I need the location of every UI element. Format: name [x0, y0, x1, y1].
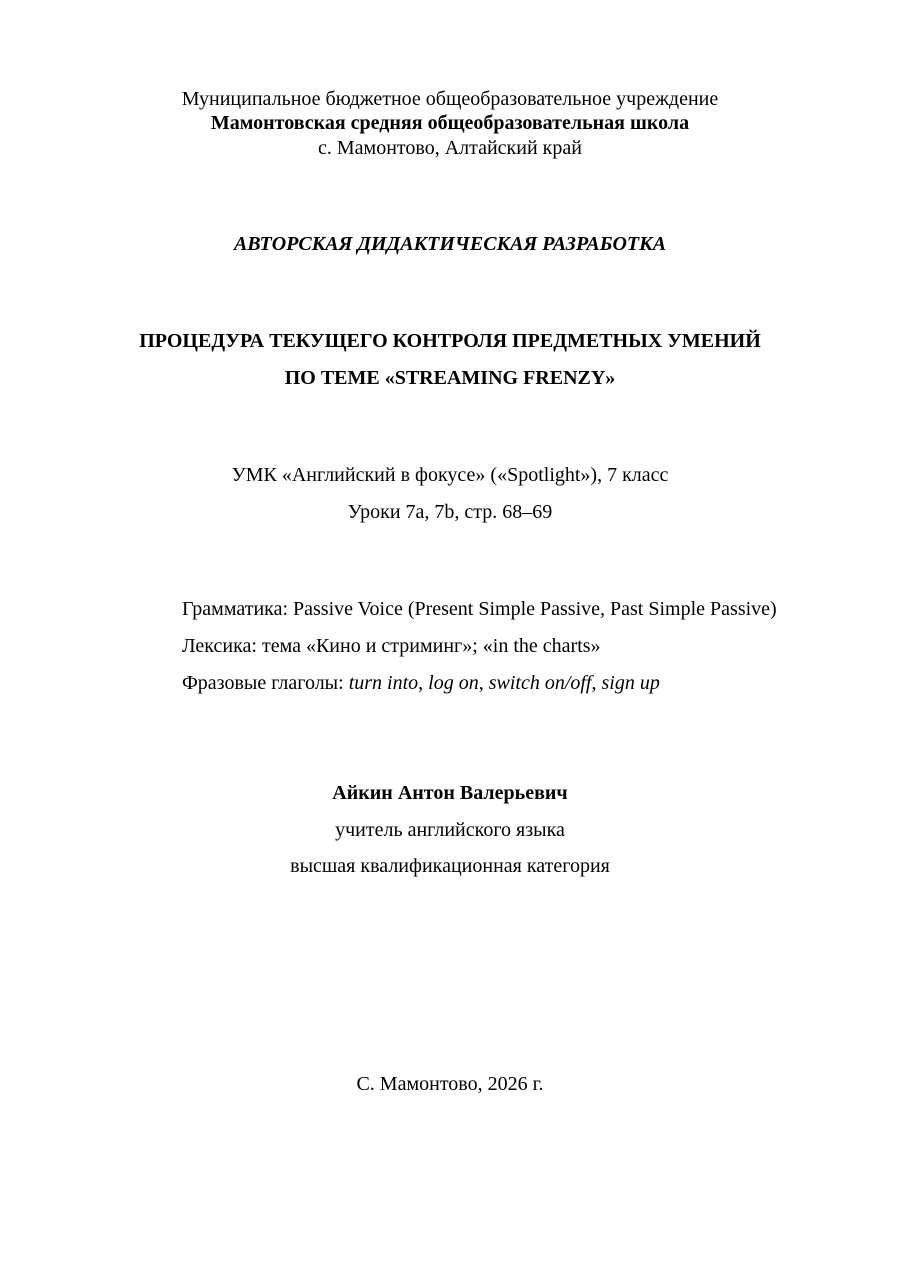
course-info: УМК «Английский в фокусе» («Spotlight»), 7 класс	[231, 464, 669, 486]
separator: ,	[418, 672, 429, 694]
phrasal-verb: log on	[428, 672, 479, 694]
phrasal-verb: switch on/off	[488, 672, 592, 694]
phrasal-verb: turn into	[348, 672, 419, 694]
separator: ,	[591, 672, 602, 694]
author-name: Айкин Антон Валерьевич	[332, 782, 568, 804]
vocabulary-topic: Лексика: тема «Кино и стриминг»; «in the charts»	[182, 635, 601, 657]
title-line-2: ПО ТЕМЕ «STREAMING FRENZY»	[284, 367, 616, 389]
title-line-1: ПРОЦЕДУРА ТЕКУЩЕГО КОНТРОЛЯ ПРЕДМЕТНЫХ УМЕНИЙ	[139, 330, 761, 352]
grammar-topic: Грамматика: Passive Voice (Present Simple Passive, Past Simple Passive)	[182, 598, 777, 620]
phrasal-verbs-label: Фразовые глаголы:	[182, 672, 349, 694]
place-and-year: С. Мамонтово, 2026 г.	[356, 1073, 544, 1095]
document-type: АВТОРСКАЯ ДИДАКТИЧЕСКАЯ РАЗРАБОТКА	[233, 233, 667, 255]
phrasal-verbs-topic	[182, 671, 660, 695]
author-category: высшая квалификационная категория	[290, 855, 610, 877]
school-name: Мамонтовская средняя общеобразовательная школа	[210, 112, 690, 134]
lessons-info: Уроки 7a, 7b, стр. 68–69	[347, 501, 553, 523]
institution-name: Муниципальное бюджетное общеобразовательное учреждение	[181, 88, 719, 110]
separator: ,	[478, 672, 489, 694]
author-position: учитель английского языка	[335, 819, 565, 841]
phrasal-verb: sign up	[601, 672, 660, 694]
school-location: с. Мамонтово, Алтайский край	[318, 137, 582, 159]
